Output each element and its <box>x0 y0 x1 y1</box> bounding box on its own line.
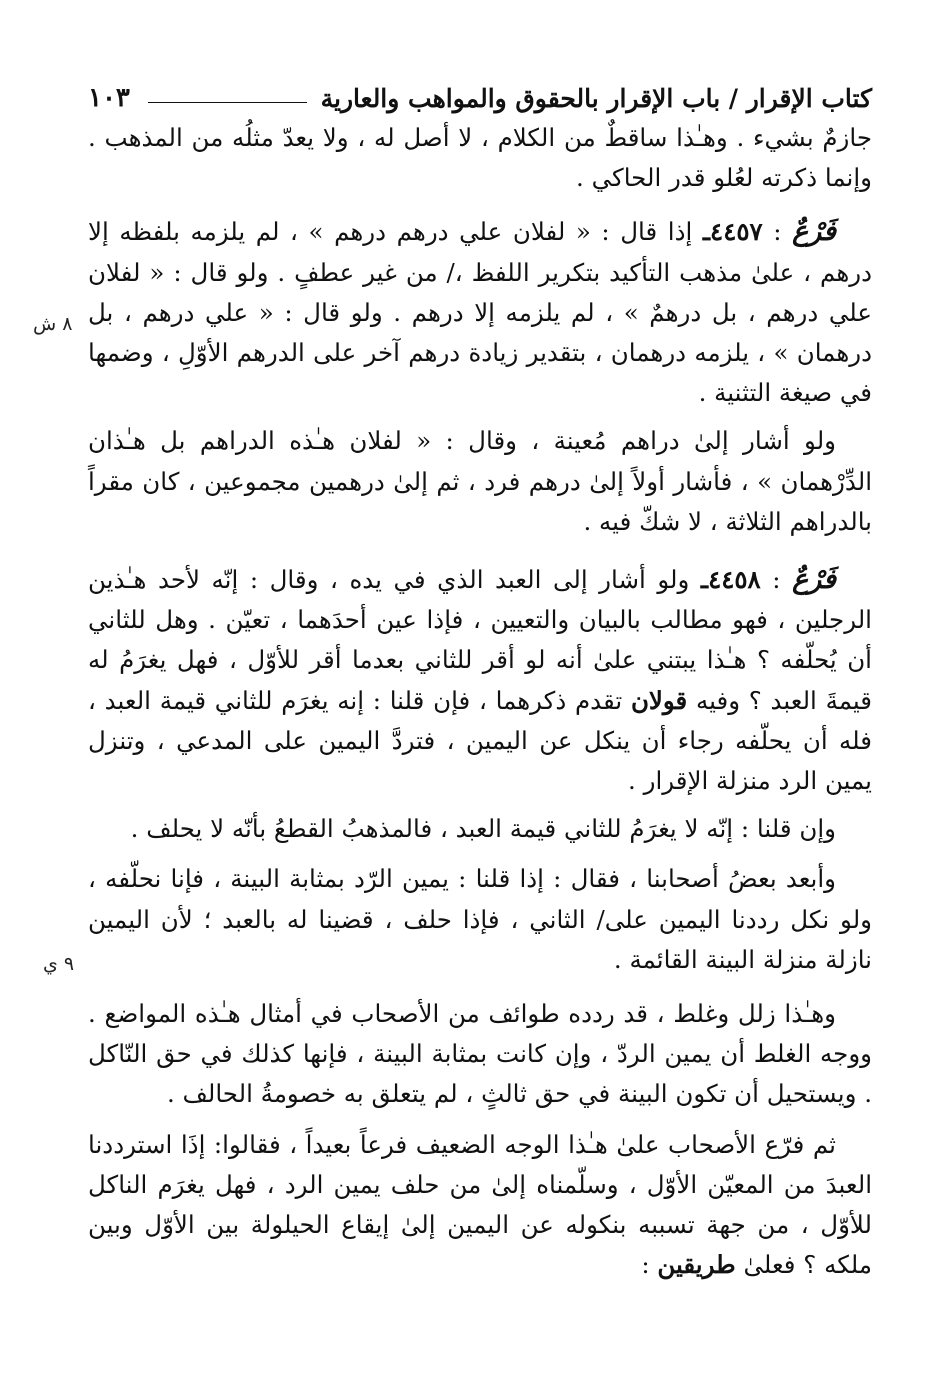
bold-term: قولان <box>630 685 688 715</box>
running-header <box>88 78 872 118</box>
paragraph-text: وأبعد بعضُ أصحابنا ، فقال : إذا قلنا : يمين الرّد بمثابة البينة ، فإنا نحلّفه ، ولو نكل رددنا اليمين على/ الثاني ، فإذا حلف ، قضينا له بالعبد ؛ لأن اليمين نازلة منزلة البينة القائمة . <box>88 864 872 974</box>
paragraph-text: إذا قال : « لفلان علي درهم درهم » ، لم يلزمه بلفظه إلا درهم ، علىٰ مذهب التأكيد بتكرير اللفظ ،/ من غير عطفٍ . ولو قال : « لفلان علي درهم ، بل درهمٌ » ، لم يلزمه إلا درهم . ولو قال : « علي درهم ، بل درهمان » ، يلزمه درهمان ، بتقدير زيادة درهم آخر على الدرهم الأوّلِ ، وضمها في صيغة التثنية . <box>88 217 872 408</box>
far-marker: فَرْعٌ <box>792 564 837 596</box>
far-colon: : <box>762 217 782 247</box>
far-colon: : <box>760 565 781 595</box>
paragraph-text: جازمٌ بشيء . وهـٰذا ساقطٌ من الكلام ، لا أصل له ، ولا يعدّ مثلُه من المذهب . وإنما ذكرته لعُلو قدر الحاكي . <box>88 123 872 193</box>
paragraph-continuation <box>88 118 872 198</box>
margin-note-manuscript-2: ٩ ي <box>43 953 75 975</box>
paragraph-text: ولو أشار إلى العبد الذي في يده ، وقال : إنّه لأحد هـٰذين الرجلين ، فهو مطالب بالبيان والتعيين ، فإذا عين أحدَهما ، تعيّن . وهل للثاني أن يُحلّفه ؟ هـٰذا يبتني علىٰ أنه لو أقر للثاني بعدما أقر للأوّل ، فهل يغرَمُ له قيمةَ العبد ؟ وفيه <box>88 565 872 715</box>
header-rule <box>148 102 307 103</box>
page-body <box>88 118 872 1285</box>
paragraph-error <box>88 994 872 1115</box>
paragraph-text: ولو أشار إلىٰ دراهم مُعينة ، وقال : « لفلان هـٰذه الدراهم بل هـٰذان الدِّرْهمان » ، فأشار أولاً إلىٰ درهم فرد ، ثم إلىٰ درهمين مجموعين ، كان مقراً بالدراهم الثلاثة ، لا شكّ فيه . <box>88 426 872 536</box>
bold-term: طريقين <box>657 1250 736 1280</box>
header-title: كتاب الإقرار / باب الإقرار بالحقوق والمواهب والعارية <box>320 83 872 113</box>
margin-note-manuscript-1: ٨ ش <box>33 313 73 335</box>
paragraph-text: وإن قلنا : إنّه لا يغرَمُ للثاني قيمة العبد ، فالمذهبُ القطعُ بأنّه لا يحلف . <box>130 814 836 844</box>
paragraph-branching <box>88 1125 872 1286</box>
paragraph-no-oath <box>88 809 872 849</box>
page-number: ١٠٣ <box>88 83 130 113</box>
paragraph-some-companions <box>88 859 872 980</box>
issue-number: ٤٤٥٨ـ <box>700 565 761 595</box>
far-marker: فَرْعٌ <box>792 216 836 248</box>
paragraph-issue-4458 <box>88 560 872 801</box>
paragraph-text: وهـٰذا زلل وغلط ، قد ردده طوائف من الأصحاب في أمثال هـٰذه المواضع . ووجه الغلط أن يمين الردّ ، وإن كانت بمثابة البينة ، فإنها كذلك في حق النّاكل . ويستحيل أن تكون البينة في حق ثالثٍ ، لم يتعلق به خصومةُ الحالف . <box>88 999 872 1109</box>
issue-number: ٤٤٥٧ـ <box>702 217 763 247</box>
paragraph-text: تقدم ذكرهما ، فإن قلنا : إنه يغرَم للثاني قيمة العبد ، فله أن يحلّفه رجاء أن ينكل عن اليمين ، فتردَّ اليمين على المدعي ، وتنزل يمين الرد منزلة الإقرار . <box>88 685 872 796</box>
paragraph-text: ثم فرّع الأصحاب علىٰ هـٰذا الوجه الضعيف فرعاً بعيداً ، فقالوا: إذَا استرددنا العبدَ من المعيّن الأوّل ، وسلّمناه إلىٰ من حلف يمين الرد ، فهل يغرَم الناكل للأوّل ، من جهة تسببه بنكوله عن اليمين إلىٰ إيقاع الحيلولة بين الأوّل وبين ملكه ؟ فعلىٰ <box>88 1129 872 1280</box>
paragraph-pointing-dirhams <box>88 421 872 542</box>
paragraph-text: : <box>641 1250 650 1280</box>
paragraph-issue-4457 <box>88 212 872 413</box>
